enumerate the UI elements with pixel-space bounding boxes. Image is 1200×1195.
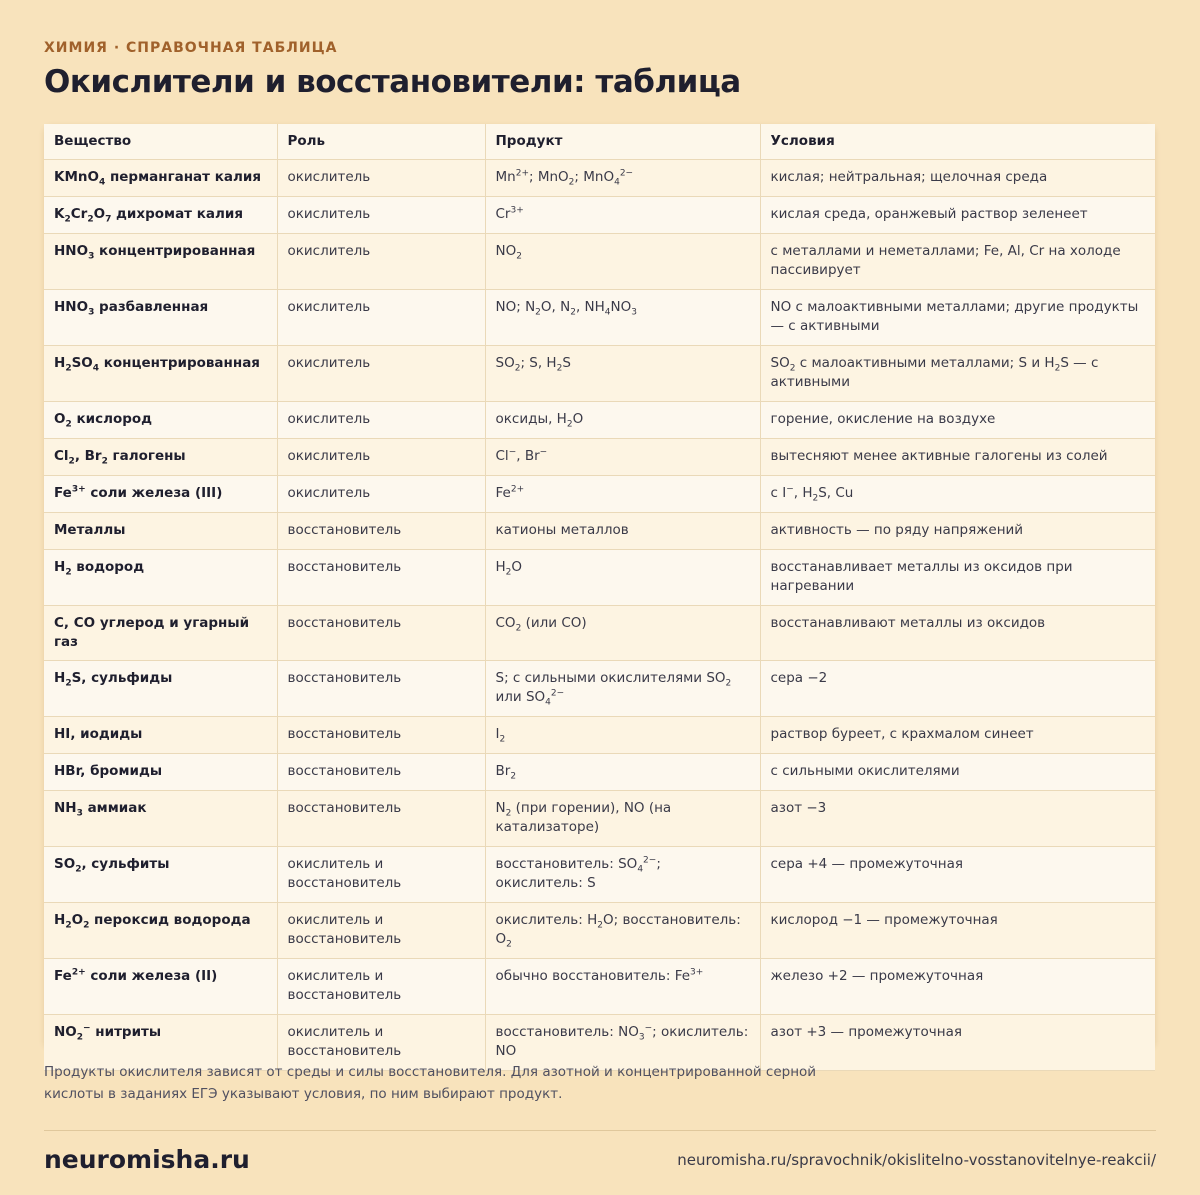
cell-conditions: азот −3 xyxy=(760,791,1155,847)
cell-substance: KMnO$_4$ перманганат калия xyxy=(44,160,277,197)
cell-product: $Cr^{3+}$ xyxy=(485,197,760,234)
cell-role: восстановитель xyxy=(277,754,485,791)
cell-conditions: сера −2 xyxy=(760,661,1155,717)
table-row xyxy=(44,402,1155,439)
cell-role: восстановитель xyxy=(277,661,485,717)
table-header-row xyxy=(44,124,1155,160)
cell-substance: HI, иодиды xyxy=(44,717,277,754)
cell-conditions: раствор буреет, с крахмалом синеет xyxy=(760,717,1155,754)
table-row xyxy=(44,717,1155,754)
table-row xyxy=(44,959,1155,1015)
cell-substance: $Fe^{2+}$ соли железа (II) xyxy=(44,959,277,1015)
table-row xyxy=(44,476,1155,513)
cell-role: восстановитель xyxy=(277,606,485,661)
cell-substance: HBr, бромиды xyxy=(44,754,277,791)
cell-product: $SO_2$; S, $H_2S$ xyxy=(485,346,760,402)
footnote: Продукты окислителя зависят от среды и силы восстановителя. Для азотной и концентрированной серной кислоты в заданиях ЕГЭ указывают условия, по ним выбирают продукт. xyxy=(44,1064,817,1102)
cell-role: восстановитель xyxy=(277,717,485,754)
table-row xyxy=(44,197,1155,234)
cell-role: окислитель xyxy=(277,290,485,346)
cell-role: окислитель и восстановитель xyxy=(277,1015,485,1071)
cell-substance: $H_2$ водород xyxy=(44,550,277,606)
cell-substance: $H_2O_2$ пероксид водорода xyxy=(44,903,277,959)
brand-logo-text: neuromisha.ru xyxy=(44,1145,250,1174)
cell-product: $H_2O$ xyxy=(485,550,760,606)
cell-conditions: кислая; нейтральная; щелочная среда xyxy=(760,160,1155,197)
column-header-conditions: Условия xyxy=(760,124,1155,160)
redox-table xyxy=(44,124,1155,1071)
cell-substance: $K_2Cr_2O_7$ дихромат калия xyxy=(44,197,277,234)
cell-conditions: с сильными окислителями xyxy=(760,754,1155,791)
divider xyxy=(44,1130,1156,1131)
cell-conditions: вытесняют менее активные галогены из солей xyxy=(760,439,1155,476)
table-row xyxy=(44,661,1155,717)
table-row xyxy=(44,791,1155,847)
cell-role: окислитель xyxy=(277,402,485,439)
cell-product: катионы металлов xyxy=(485,513,760,550)
table-row xyxy=(44,160,1155,197)
cell-role: восстановитель xyxy=(277,513,485,550)
cell-substance: C, CO углерод и угарный газ xyxy=(44,606,277,661)
cell-conditions: $SO_2$ с малоактивными металлами; S и $H_2S$ — с активными xyxy=(760,346,1155,402)
table-row xyxy=(44,234,1155,290)
cell-substance: $NH_3$ аммиак xyxy=(44,791,277,847)
cell-conditions: восстанавливает металлы из оксидов при нагревании xyxy=(760,550,1155,606)
cell-conditions: горение, окисление на воздухе xyxy=(760,402,1155,439)
column-header-substance: Вещество xyxy=(44,124,277,160)
cell-substance: $HNO_3$ разбавленная xyxy=(44,290,277,346)
cell-conditions: с I−, $H_2S$, Cu xyxy=(760,476,1155,513)
page-url: neuromisha.ru/spravochnik/okislitelno-vosstanovitelnye-reakcii/ xyxy=(677,1151,1156,1169)
cell-product: обычно восстановитель: $Fe^{3+}$ xyxy=(485,959,760,1015)
cell-role: окислитель и восстановитель xyxy=(277,959,485,1015)
cell-conditions: восстанавливают металлы из оксидов xyxy=(760,606,1155,661)
cell-substance: $O_2$ кислород xyxy=(44,402,277,439)
cell-product: NO; $N_2O$, $N_2$, $NH_4NO_3$ xyxy=(485,290,760,346)
cell-product: $Mn^{2+}$; MnO$_2$; MnO$_4^{2-}$ xyxy=(485,160,760,197)
cell-conditions: кислая среда, оранжевый раствор зеленеет xyxy=(760,197,1155,234)
cell-conditions: кислород −1 — промежуточная xyxy=(760,903,1155,959)
cell-conditions: с металлами и неметаллами; Fe, Al, Cr на холоде пассивирует xyxy=(760,234,1155,290)
cell-role: восстановитель xyxy=(277,550,485,606)
cell-product: S; с сильными окислителями $SO_2$ или $SO_4^{2-}$ xyxy=(485,661,760,717)
cell-product: $NO_2$ xyxy=(485,234,760,290)
table-row xyxy=(44,290,1155,346)
cell-substance: $H_2SO_4$ концентрированная xyxy=(44,346,277,402)
cell-substance: $Cl_2$, $Br_2$ галогены xyxy=(44,439,277,476)
cell-role: окислитель xyxy=(277,234,485,290)
cell-product: Cl−, Br− xyxy=(485,439,760,476)
cell-product: $N_2$ (при горении), NO (на катализаторе) xyxy=(485,791,760,847)
table-row xyxy=(44,513,1155,550)
cell-role: окислитель xyxy=(277,346,485,402)
cell-role: окислитель и восстановитель xyxy=(277,847,485,903)
cell-conditions: железо +2 — промежуточная xyxy=(760,959,1155,1015)
cell-role: окислитель xyxy=(277,476,485,513)
cell-conditions: азот +3 — промежуточная xyxy=(760,1015,1155,1071)
table-row xyxy=(44,754,1155,791)
cell-role: окислитель и восстановитель xyxy=(277,903,485,959)
cell-conditions: сера +4 — промежуточная xyxy=(760,847,1155,903)
cell-product: $Fe^{2+}$ xyxy=(485,476,760,513)
cell-product: оксиды, $H_2O$ xyxy=(485,402,760,439)
table-row xyxy=(44,346,1155,402)
table-row xyxy=(44,847,1155,903)
cell-conditions: NO с малоактивными металлами; другие продукты — с активными xyxy=(760,290,1155,346)
cell-substance: Металлы xyxy=(44,513,277,550)
column-header-product: Продукт xyxy=(485,124,760,160)
page-title: Окислители и восстановители: таблица xyxy=(44,64,741,100)
table-card xyxy=(44,124,1155,1059)
cell-conditions: активность — по ряду напряжений xyxy=(760,513,1155,550)
cell-product: окислитель: $H_2O$; восстановитель: $O_2$ xyxy=(485,903,760,959)
cell-product: $I_2$ xyxy=(485,717,760,754)
cell-role: окислитель xyxy=(277,197,485,234)
cell-product: $CO_2$ (или CO) xyxy=(485,606,760,661)
cell-substance: $HNO_3$ концентрированная xyxy=(44,234,277,290)
table-row xyxy=(44,439,1155,476)
category-eyebrow: ХИМИЯ · СПРАВОЧНАЯ ТАБЛИЦА xyxy=(44,40,338,56)
cell-product: восстановитель: $NO_3^-$; окислитель: NO xyxy=(485,1015,760,1071)
cell-substance: $Fe^{3+}$ соли железа (III) xyxy=(44,476,277,513)
cell-product: $Br_2$ xyxy=(485,754,760,791)
cell-substance: $NO_2^-$ нитриты xyxy=(44,1015,277,1071)
cell-role: окислитель xyxy=(277,439,485,476)
cell-substance: $H_2S$, сульфиды xyxy=(44,661,277,717)
cell-role: окислитель xyxy=(277,160,485,197)
table-row xyxy=(44,550,1155,606)
table-row xyxy=(44,606,1155,661)
cell-product: восстановитель: $SO_4^{2-}$; окислитель: S xyxy=(485,847,760,903)
cell-role: восстановитель xyxy=(277,791,485,847)
column-header-role: Роль xyxy=(277,124,485,160)
cell-substance: $SO_2$, сульфиты xyxy=(44,847,277,903)
table-row xyxy=(44,903,1155,959)
